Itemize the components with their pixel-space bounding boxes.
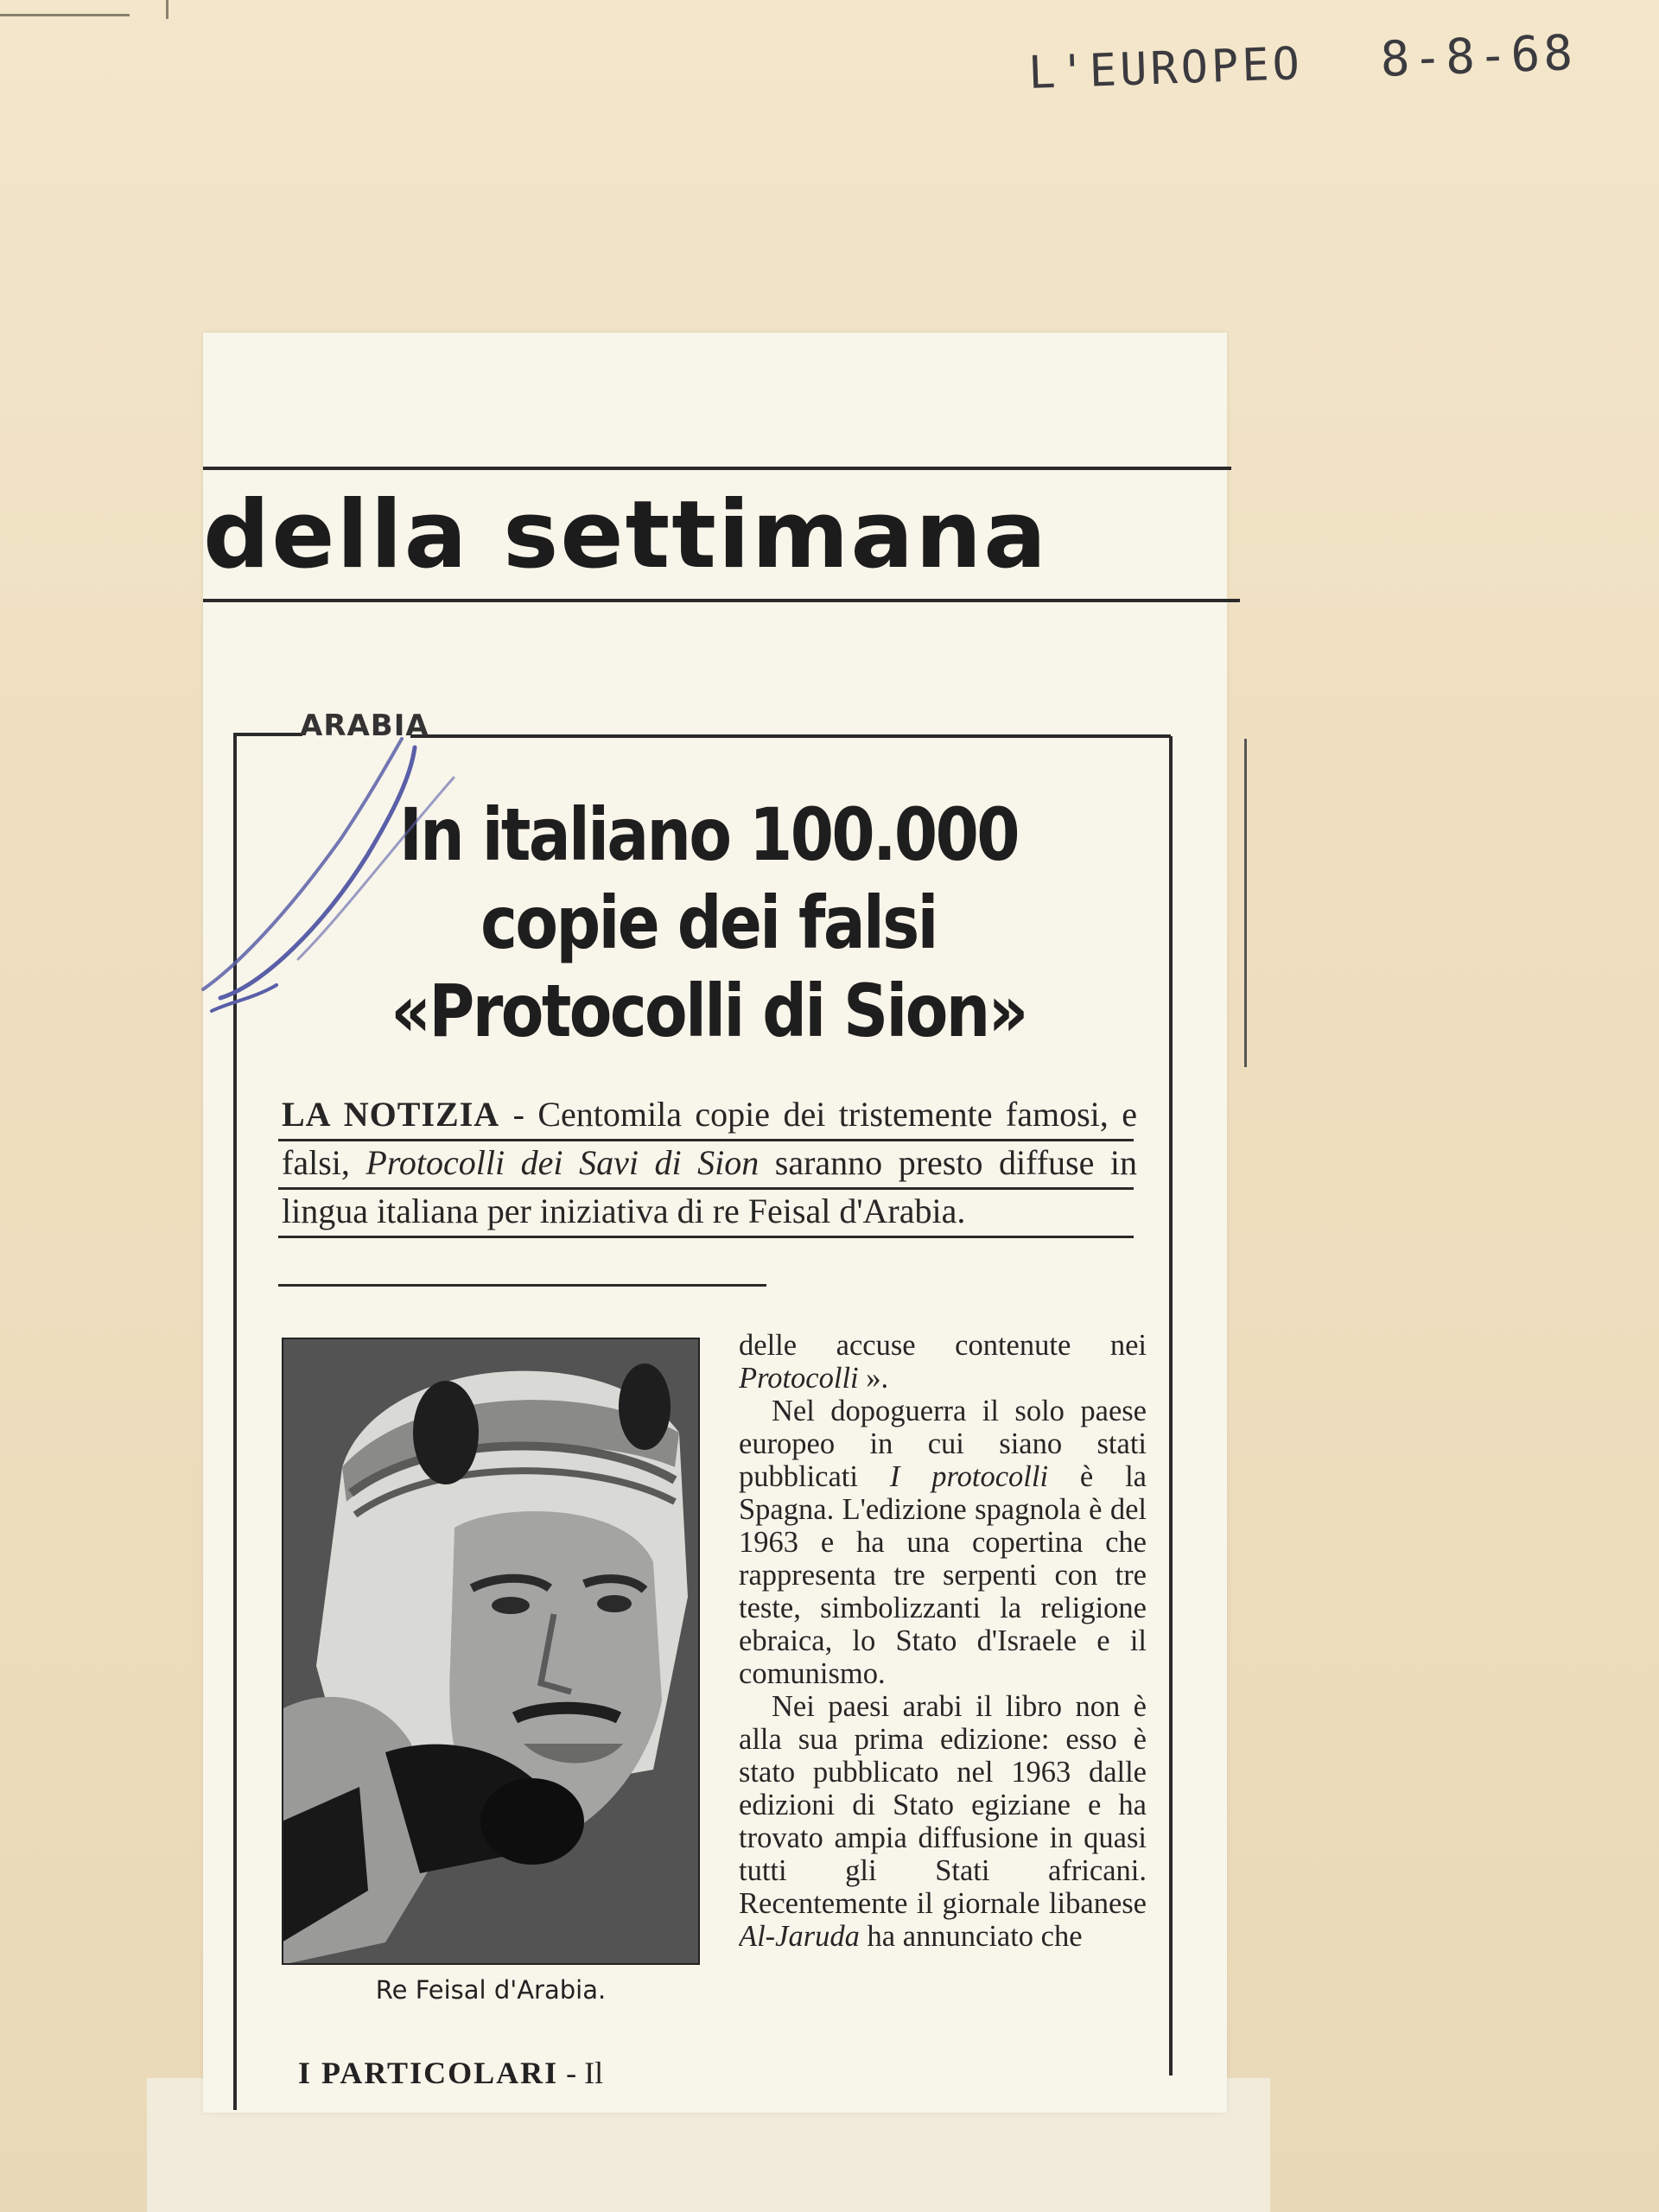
lead-underline: [278, 1284, 766, 1287]
header-rule-bottom: [203, 599, 1240, 602]
article-box-border: [410, 734, 1171, 738]
column-paragraph: [739, 1329, 1147, 1395]
header-rule-top: [203, 467, 1231, 470]
column-text: delle accuse contenute nei: [739, 1329, 1147, 1362]
column-text: è la Spagna. L'edizione spagnola è del 1963 e ha una copertina che rappresenta tre serpenti con tre teste, simbolizzanti la religione ebraica, lo Stato d'Israele e il comunismo.: [739, 1460, 1147, 1690]
section-header: della settimana: [203, 481, 1049, 589]
column-italic: I protocolli: [889, 1460, 1049, 1493]
lead-text: - Centomila copie dei tristemente famosi, e falsi,: [282, 1095, 1137, 1182]
details-text: - Il: [558, 2056, 604, 2090]
column-paragraph: [739, 1690, 1147, 1953]
headline-line: copie dei falsi: [480, 880, 937, 965]
article-column: [739, 1329, 1147, 2074]
details-intro: [298, 2055, 603, 2091]
column-paragraph: [739, 1395, 1147, 1690]
publication-name: L'EUROPEO: [1027, 37, 1304, 100]
lead-italic: Protocolli dei Savi di Sion: [365, 1143, 760, 1182]
headline-line: In italiano 100.000: [398, 792, 1018, 877]
lead-underline: [278, 1187, 1134, 1190]
details-label: I PARTICOLARI: [298, 2056, 559, 2090]
column-italic: Protocolli: [739, 1362, 859, 1395]
headline-line: «Protocolli di Sion»: [391, 969, 1027, 1053]
article-lead: [282, 1090, 1137, 1236]
lead-label: LA NOTIZIA: [282, 1095, 500, 1134]
folder-edge-mark: [166, 0, 168, 19]
column-text: Nel dopoguerra il solo paese europeo in cui siano stati pubblicati: [739, 1395, 1147, 1493]
column-text: ».: [858, 1362, 889, 1395]
portrait-photo: [282, 1338, 700, 1965]
lead-underline: [278, 1139, 1134, 1141]
lead-text: saranno presto diffuse in lingua italiana per iniziativa di re Feisal d'Arabia.: [282, 1143, 1137, 1230]
adjacent-column-rule: [1244, 739, 1247, 1067]
article-kicker: ARABIA: [300, 709, 429, 743]
pen-check-mark: [194, 700, 505, 1028]
publication-date: 8-8-68: [1379, 24, 1578, 88]
lead-underline: [278, 1236, 1134, 1238]
column-text: ha annunciato che: [859, 1920, 1083, 1953]
article-box-border: [1169, 736, 1173, 2075]
folder-edge-mark: [0, 0, 130, 16]
column-italic: Al-Jaruda: [739, 1920, 860, 1953]
photo-caption: Re Feisal d'Arabia.: [375, 1975, 607, 2005]
column-text: Nei paesi arabi il libro non è alla sua prima edizione: esso è stato pubblicato nel 1963 dalle edizioni di Stato egiziane e ha trovato ampia diffusione in quasi tutti gli Stati africani. Recentemente il giornale libanese: [739, 1690, 1147, 1920]
